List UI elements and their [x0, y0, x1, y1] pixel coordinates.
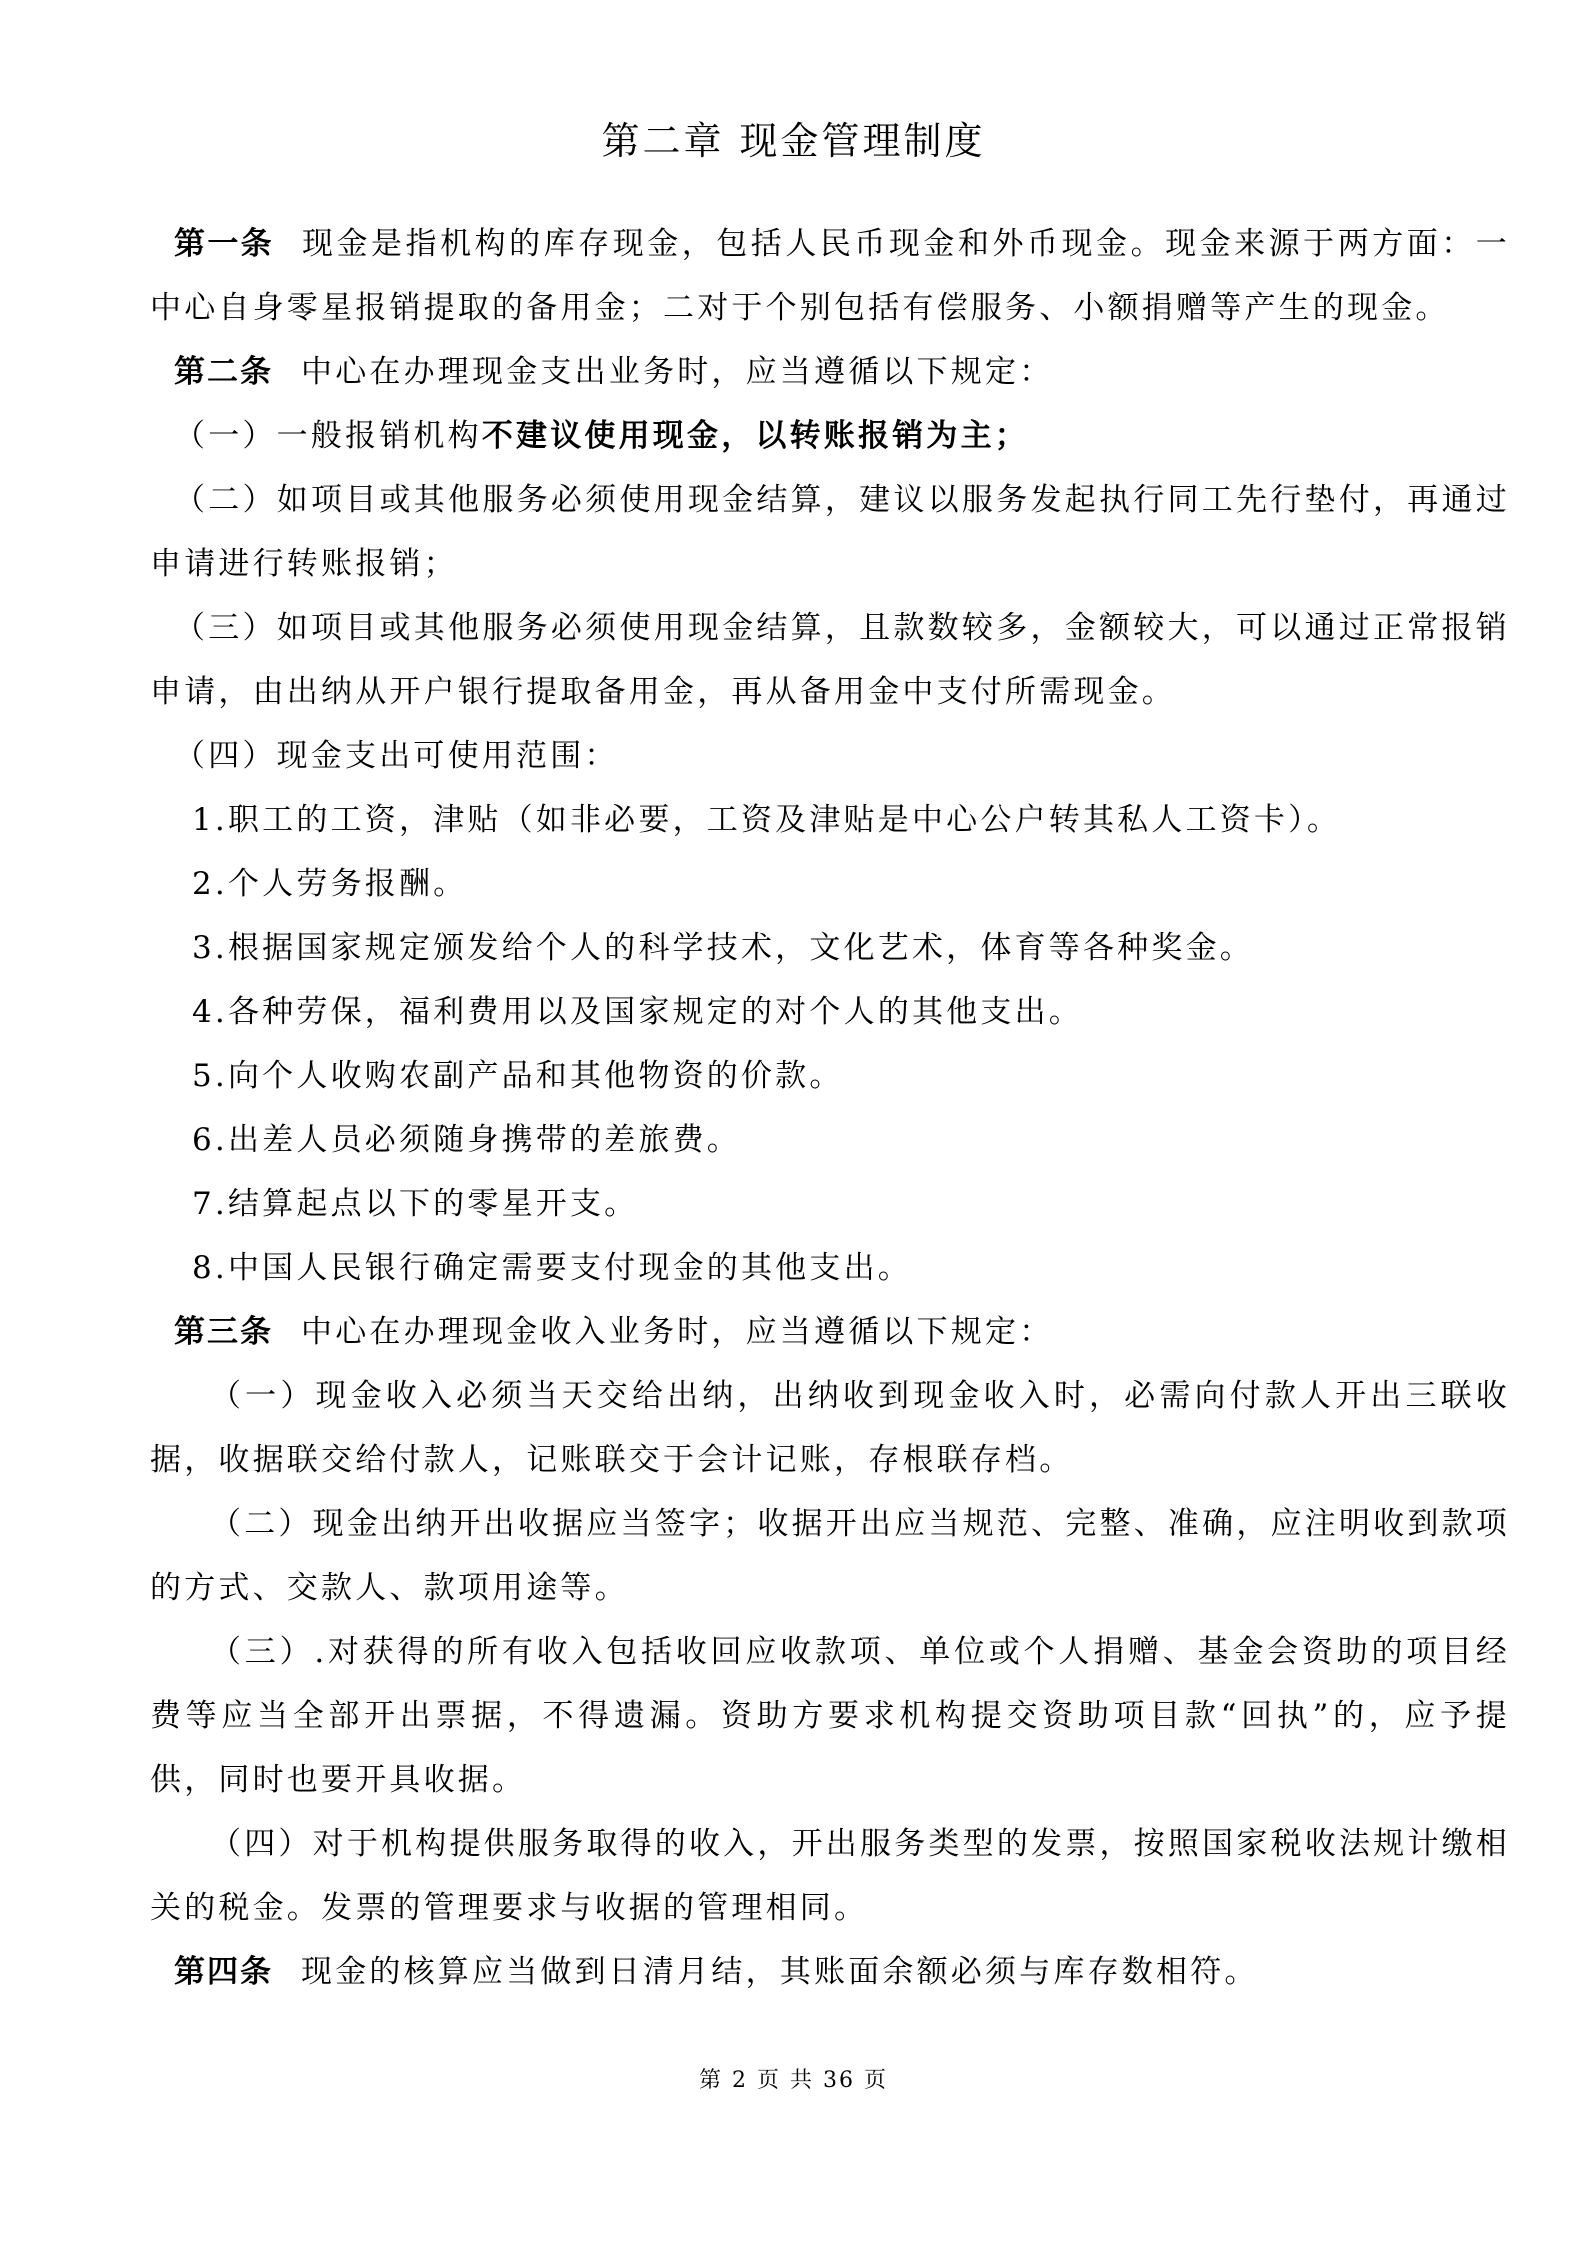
list-item: 5.向个人收购农副产品和其他物资的价款。 [192, 1058, 844, 1094]
list-item: 2.个人劳务报酬。 [192, 866, 468, 902]
article-3-label: 第三条 [174, 1314, 273, 1350]
article-3-item-1: （一）现金收入必须当天交给出纳，出纳收到现金收入时，必需向付款人开出三联收据，收据联交给付款人，记账联交于会计记账，存根联存档。 [150, 1378, 1510, 1478]
chapter-title: 第二章 现金管理制度 [601, 119, 986, 163]
document-body [150, 212, 1510, 2004]
article-1 [150, 212, 1510, 340]
article-4-label: 第四条 [174, 1954, 273, 1990]
list-item: 7.结算起点以下的零星开支。 [192, 1186, 639, 1222]
article-1-label: 第一条 [174, 226, 274, 262]
article-2-text: 中心在办理现金支出业务时，应当遵循以下规定： [301, 354, 1054, 390]
list-item: 1.职工的工资，津贴（如非必要，工资及津贴是中心公户转其私人工资卡）。 [192, 802, 1342, 838]
article-4 [150, 1940, 1510, 2004]
article-2-label: 第二条 [174, 354, 273, 390]
page-number-footer: 第 2 页 共 36 页 [699, 2068, 888, 2093]
list-item: 3.根据国家规定颁发给个人的科学技术，文化艺术，体育等各种奖金。 [192, 930, 1254, 966]
article-1-text: 现金是指机构的库存现金，包括人民币现金和外币现金。现金来源于两方面：一中心自身零星报销提取的备用金；二对于个别包括有偿服务、小额捐赠等产生的现金。 [150, 226, 1511, 326]
article-2-item-3: （三）如项目或其他服务必须使用现金结算，且款数较多，金额较大，可以通过正常报销申请，由出纳从开户银行提取备用金，再从备用金中支付所需现金。 [150, 610, 1510, 710]
list-item: 8.中国人民银行确定需要支付现金的其他支出。 [192, 1250, 912, 1286]
article-2 [150, 340, 1510, 404]
article-2-item-4: （四）现金支出可使用范围： [174, 738, 619, 774]
list-item: 4.各种劳保，福利费用以及国家规定的对个人的其他支出。 [192, 994, 1083, 1030]
list-item: 6.出差人员必须随身携带的差旅费。 [192, 1122, 741, 1158]
article-3-text: 中心在办理现金收入业务时，应当遵循以下规定： [301, 1314, 1054, 1350]
article-4-text: 现金的核算应当做到日清月结，其账面余额必须与库存数相符。 [301, 1954, 1259, 1990]
article-3-item-2: （二）现金出纳开出收据应当签字；收据开出应当规范、完整、准确，应注明收到款项的方式、交款人、款项用途等。 [150, 1506, 1510, 1606]
article-3-item-3: （三）.对获得的所有收入包括收回应收款项、单位或个人捐赠、基金会资助的项目经费等应当全部开出票据，不得遗漏。资助方要求机构提交资助项目款“回执”的，应予提供，同时也要开具收据。 [150, 1634, 1510, 1798]
article-2-item-2: （二）如项目或其他服务必须使用现金结算，建议以服务发起执行同工先行垫付，再通过申请进行转账报销； [150, 482, 1510, 582]
article-2-item-1-emphasis: 不建议使用现金，以转账报销为主； [481, 418, 1030, 454]
article-2-item-1-text: （一）一般报销机构 [174, 418, 482, 454]
article-3 [150, 1300, 1510, 1364]
article-3-item-4: （四）对于机构提供服务取得的收入，开出服务类型的发票，按照国家税收法规计缴相关的税金。发票的管理要求与收据的管理相同。 [150, 1826, 1510, 1926]
article-2-item-1 [150, 404, 1510, 468]
